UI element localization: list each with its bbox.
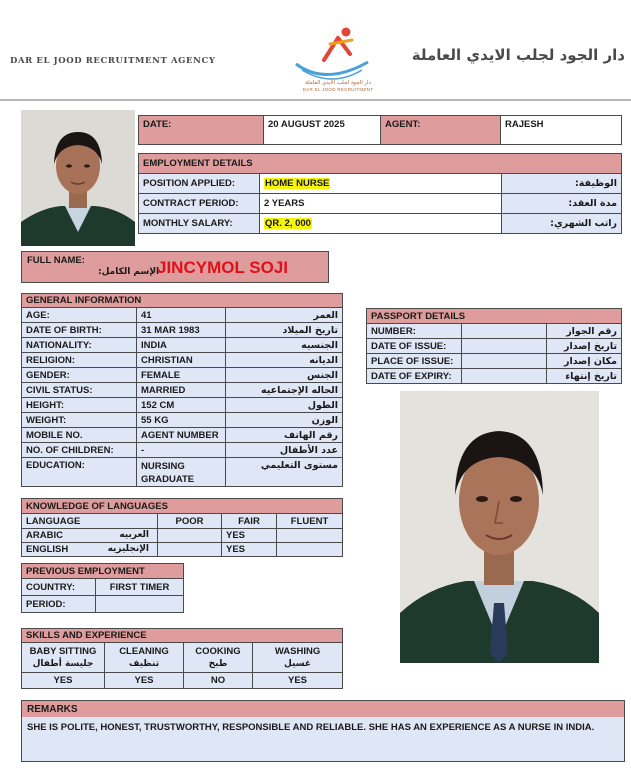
previous-employment-table [21, 563, 184, 613]
salary-label-ar: راتب الشهري: [502, 214, 622, 234]
position-label-ar: الوظيفة: [502, 174, 622, 194]
salary-label: MONTHLY SALARY: [139, 214, 260, 234]
period-label: PERIOD: [22, 596, 96, 613]
agent-label: AGENT: [381, 116, 501, 145]
full-name-block [21, 251, 329, 283]
age-label-ar: العمر [226, 308, 343, 323]
language-row-arabic [22, 529, 158, 543]
age-label: AGE: [22, 308, 137, 323]
skill-name-ar: غسيل [284, 658, 312, 669]
contract-label: CONTRACT PERIOD: [139, 194, 260, 214]
employment-details-table [138, 153, 622, 234]
height-label-ar: الطول [226, 398, 343, 413]
gender-value: FEMALE [137, 368, 226, 383]
dob-value: 31 MAR 1983 [137, 323, 226, 338]
agency-logo-icon [286, 24, 390, 80]
language-name-ar: الإنجليزيه [107, 544, 149, 554]
date-agent-table [138, 115, 622, 145]
baby-sitting-value: YES [22, 673, 105, 689]
skill-name: CLEANING [119, 645, 169, 657]
weight-label-ar: الوزن [226, 413, 343, 428]
skill-name-ar: تنظيف [128, 658, 160, 669]
country-value: FIRST TIMER [96, 579, 184, 596]
passport-header: PASSPORT DETAILS [367, 309, 622, 324]
period-value [96, 596, 184, 613]
full-name-value: JINCYMOL SOJI [157, 258, 288, 277]
issue-place-label-ar: مكان إصدار [547, 354, 622, 369]
passport-number-value [462, 324, 547, 339]
skill-baby-sitting [22, 643, 105, 673]
skill-name: BABY SITTING [29, 645, 97, 657]
salary-value: QR. 2, 000 [265, 218, 311, 229]
weight-value: 55 KG [137, 413, 226, 428]
nationality-label: NATIONALITY: [22, 338, 137, 353]
issue-place-label: PLACE OF ISSUE: [367, 354, 462, 369]
header-divider [0, 99, 631, 101]
english-fair: YES [222, 543, 277, 557]
passport-number-label-ar: رقم الجواز [547, 324, 622, 339]
general-information-table [21, 293, 343, 487]
mobile-label-ar: رقم الهاتف [226, 428, 343, 443]
portrait-large-icon [400, 391, 599, 663]
mobile-label: MOBILE NO. [22, 428, 137, 443]
position-value: HOME NURSE [265, 178, 330, 189]
children-label: NO. OF CHILDREN: [22, 443, 137, 458]
logo-text-en: DAR EL JOOD RECRUITMENT [302, 87, 374, 92]
civil-status-label: CIVIL STATUS: [22, 383, 137, 398]
country-label: COUNTRY: [22, 579, 96, 596]
agent-value: RAJESH [501, 116, 622, 145]
dob-label-ar: تاريخ الميلاد [226, 323, 343, 338]
weight-label: WEIGHT: [22, 413, 137, 428]
poor-col-header: POOR [158, 514, 222, 529]
passport-number-label: NUMBER: [367, 324, 462, 339]
language-name-ar: العربيه [119, 530, 149, 540]
language-col-header: LANGUAGE [22, 514, 158, 529]
position-label: POSITION APPLIED: [139, 174, 260, 194]
gender-label-ar: الجنس [226, 368, 343, 383]
religion-label: RELIGION: [22, 353, 137, 368]
skill-name-ar: جليسة أطفال [32, 658, 94, 669]
full-name-label: FULL NAME: [27, 255, 85, 266]
employment-header: EMPLOYMENT DETAILS [139, 154, 622, 174]
portrait-icon [21, 110, 135, 246]
agency-name-ar: دار الجود لجلب الايدي العاملة [411, 46, 625, 64]
language-name: ENGLISH [26, 544, 69, 555]
issue-place-value [462, 354, 547, 369]
religion-label-ar: الديانه [226, 353, 343, 368]
skill-name-ar: طبخ [208, 658, 228, 669]
date-value: 20 AUGUST 2025 [264, 116, 381, 145]
issue-date-label-ar: تاريخ إصدار [547, 339, 622, 354]
applicant-photo-small [21, 110, 135, 246]
height-value: 152 CM [137, 398, 226, 413]
date-label: DATE: [139, 116, 264, 145]
fair-col-header: FAIR [222, 514, 277, 529]
remarks-header: REMARKS [21, 700, 625, 718]
gender-label: GENDER: [22, 368, 137, 383]
arabic-fair: YES [222, 529, 277, 543]
expiry-date-label: DATE OF EXPIRY: [367, 369, 462, 384]
skill-name: COOKING [195, 645, 241, 657]
expiry-date-value [462, 369, 547, 384]
skill-cleaning [105, 643, 184, 673]
logo-text-ar: دار الجود لجلب الايدي العاملة [305, 80, 371, 86]
mobile-value: AGENT NUMBER [137, 428, 226, 443]
languages-header: KNOWLEDGE OF LANGUAGES [22, 499, 343, 514]
children-label-ar: عدد الأطفال [226, 443, 343, 458]
contract-label-ar: مدة العقد: [502, 194, 622, 214]
fluent-col-header: FLUENT [277, 514, 343, 529]
cleaning-value: YES [105, 673, 184, 689]
english-poor [158, 543, 222, 557]
previous-header: PREVIOUS EMPLOYMENT [22, 564, 184, 579]
education-value: NURSING GRADUATE [137, 458, 226, 487]
english-fluent [277, 543, 343, 557]
dob-label: DATE OF BIRTH: [22, 323, 137, 338]
nationality-label-ar: الجنسيه [226, 338, 343, 353]
language-row-english [22, 543, 158, 557]
religion-value: CHRISTIAN [137, 353, 226, 368]
age-value: 41 [137, 308, 226, 323]
skills-header: SKILLS AND EXPERIENCE [22, 629, 343, 643]
skill-cooking [184, 643, 253, 673]
arabic-poor [158, 529, 222, 543]
passport-details-table [366, 308, 622, 384]
washing-value: YES [253, 673, 343, 689]
general-header: GENERAL INFORMATION [22, 294, 343, 308]
issue-date-label: DATE OF ISSUE: [367, 339, 462, 354]
skill-washing [253, 643, 343, 673]
agency-logo [286, 24, 390, 96]
language-name: ARABIC [26, 530, 63, 541]
full-name-label-ar: الإسم الكامل: [98, 267, 160, 277]
civil-status-value: MARRIED [137, 383, 226, 398]
children-value: - [137, 443, 226, 458]
cooking-value: NO [184, 673, 253, 689]
skill-name: WASHING [274, 645, 321, 657]
nationality-value: INDIA [137, 338, 226, 353]
languages-table [21, 498, 343, 557]
expiry-date-label-ar: تاريخ إنتهاء [547, 369, 622, 384]
height-label: HEIGHT: [22, 398, 137, 413]
skills-table [21, 628, 343, 689]
education-label: EDUCATION: [22, 458, 137, 487]
arabic-fluent [277, 529, 343, 543]
education-label-ar: مستوى التعليمي [226, 458, 343, 487]
civil-status-label-ar: الحاله الإجتماعيه [226, 383, 343, 398]
applicant-photo-large [400, 391, 599, 663]
remarks-text: SHE IS POLITE, HONEST, TRUSTWORTHY, RESPONSIBLE AND RELIABLE. SHE HAS AN EXPERIENCE AS A NURSE IN INDIA. [21, 717, 625, 762]
issue-date-value [462, 339, 547, 354]
agency-name-en: DAR EL JOOD RECRUITMENT AGENCY [10, 56, 216, 66]
contract-value: 2 YEARS [260, 194, 502, 214]
